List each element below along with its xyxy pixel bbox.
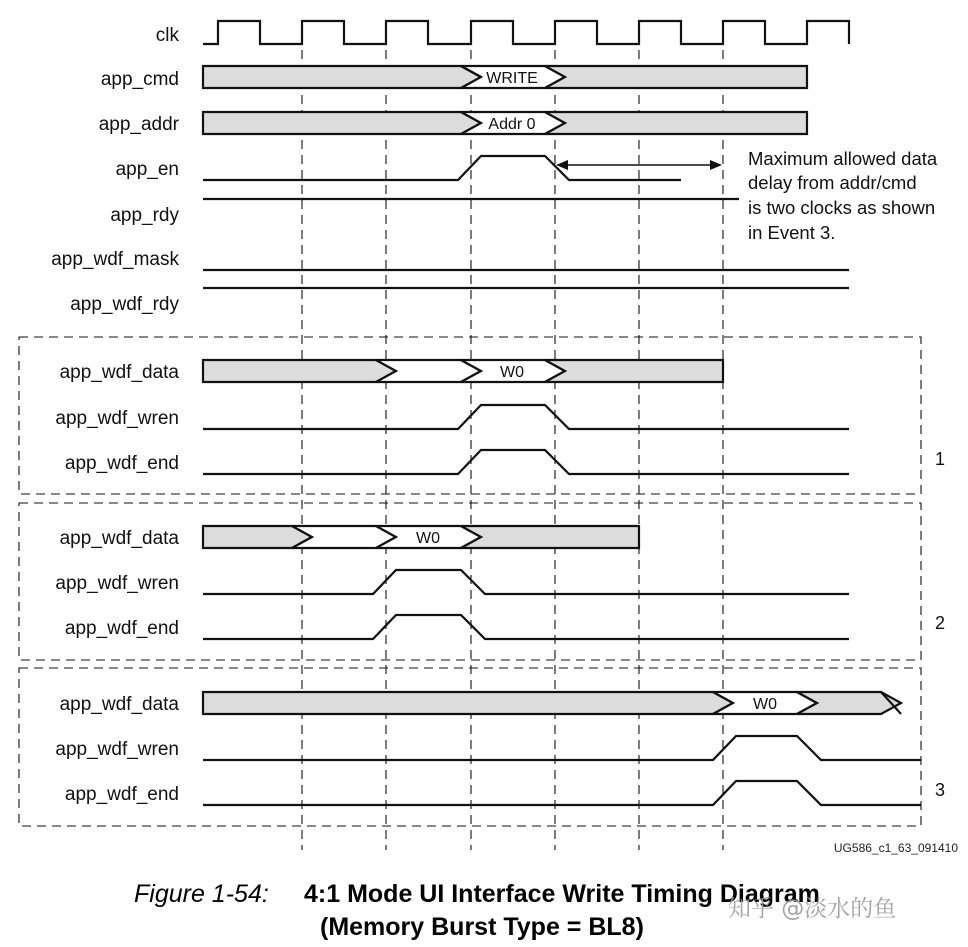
- event-1-data-value: W0: [500, 364, 524, 381]
- event-3-wren-label: app_wdf_wren: [55, 739, 179, 760]
- event-2-end-waveform: [203, 615, 849, 639]
- app-en-waveform: [203, 156, 681, 180]
- annotation-line-1: Maximum allowed data: [748, 148, 938, 169]
- figure-subtitle: (Memory Burst Type = BL8): [320, 913, 644, 941]
- app-addr-value: Addr 0: [488, 116, 536, 133]
- signal-label-app-cmd: app_cmd: [100, 69, 179, 90]
- signal-label-app-en: app_en: [115, 159, 179, 180]
- event-3-data-value: W0: [753, 696, 777, 713]
- event-3-end-waveform: [203, 781, 921, 805]
- event-2-wren-waveform: [203, 570, 849, 594]
- event-3-number: 3: [935, 780, 946, 800]
- figure-title: 4:1 Mode UI Interface Write Timing Diagram: [304, 880, 820, 908]
- event-2-data-value: W0: [416, 530, 440, 547]
- signal-label-app-rdy: app_rdy: [110, 205, 179, 226]
- app-cmd-value: WRITE: [486, 70, 538, 87]
- event-2-end-label: app_wdf_end: [64, 618, 179, 639]
- event-3-end-label: app_wdf_end: [64, 784, 179, 805]
- event-2-data-label: app_wdf_data: [59, 528, 179, 549]
- event-1-wren-label: app_wdf_wren: [55, 408, 179, 429]
- event-1-end-label: app_wdf_end: [64, 453, 179, 474]
- app-cmd-waveform: [203, 66, 807, 88]
- signal-label-clk: clk: [155, 25, 179, 46]
- event-2-data-waveform: [203, 526, 639, 548]
- app-addr-waveform: [203, 112, 807, 134]
- event-1-wren-waveform: [203, 405, 849, 429]
- event-1-end-waveform: [203, 450, 849, 474]
- clk-waveform: [203, 21, 849, 44]
- signal-label-app-addr: app_addr: [98, 114, 179, 135]
- signal-label-app-wdf-mask: app_wdf_mask: [51, 249, 179, 270]
- figure-number: Figure 1-54:: [134, 880, 269, 908]
- annotation-line-4: in Event 3.: [748, 222, 836, 243]
- event-1-data-waveform: [203, 360, 723, 382]
- delay-annotation: [748, 148, 938, 243]
- event-1-number: 1: [935, 449, 946, 469]
- watermark: 知乎 @淡水的鱼: [728, 896, 897, 922]
- event-3-wren-waveform: [203, 736, 921, 760]
- event-3-data-waveform: [203, 692, 901, 714]
- annotation-line-3: is two clocks as shown: [748, 197, 936, 218]
- event-1-data-label: app_wdf_data: [59, 362, 179, 383]
- event-2-wren-label: app_wdf_wren: [55, 573, 179, 594]
- annotation-line-2: delay from addr/cmd: [748, 172, 917, 193]
- event-2-number: 2: [935, 613, 946, 633]
- signal-label-app-wdf-rdy: app_wdf_rdy: [70, 294, 179, 315]
- document-id: UG586_c1_63_091410: [833, 841, 958, 855]
- event-3-data-label: app_wdf_data: [59, 694, 179, 715]
